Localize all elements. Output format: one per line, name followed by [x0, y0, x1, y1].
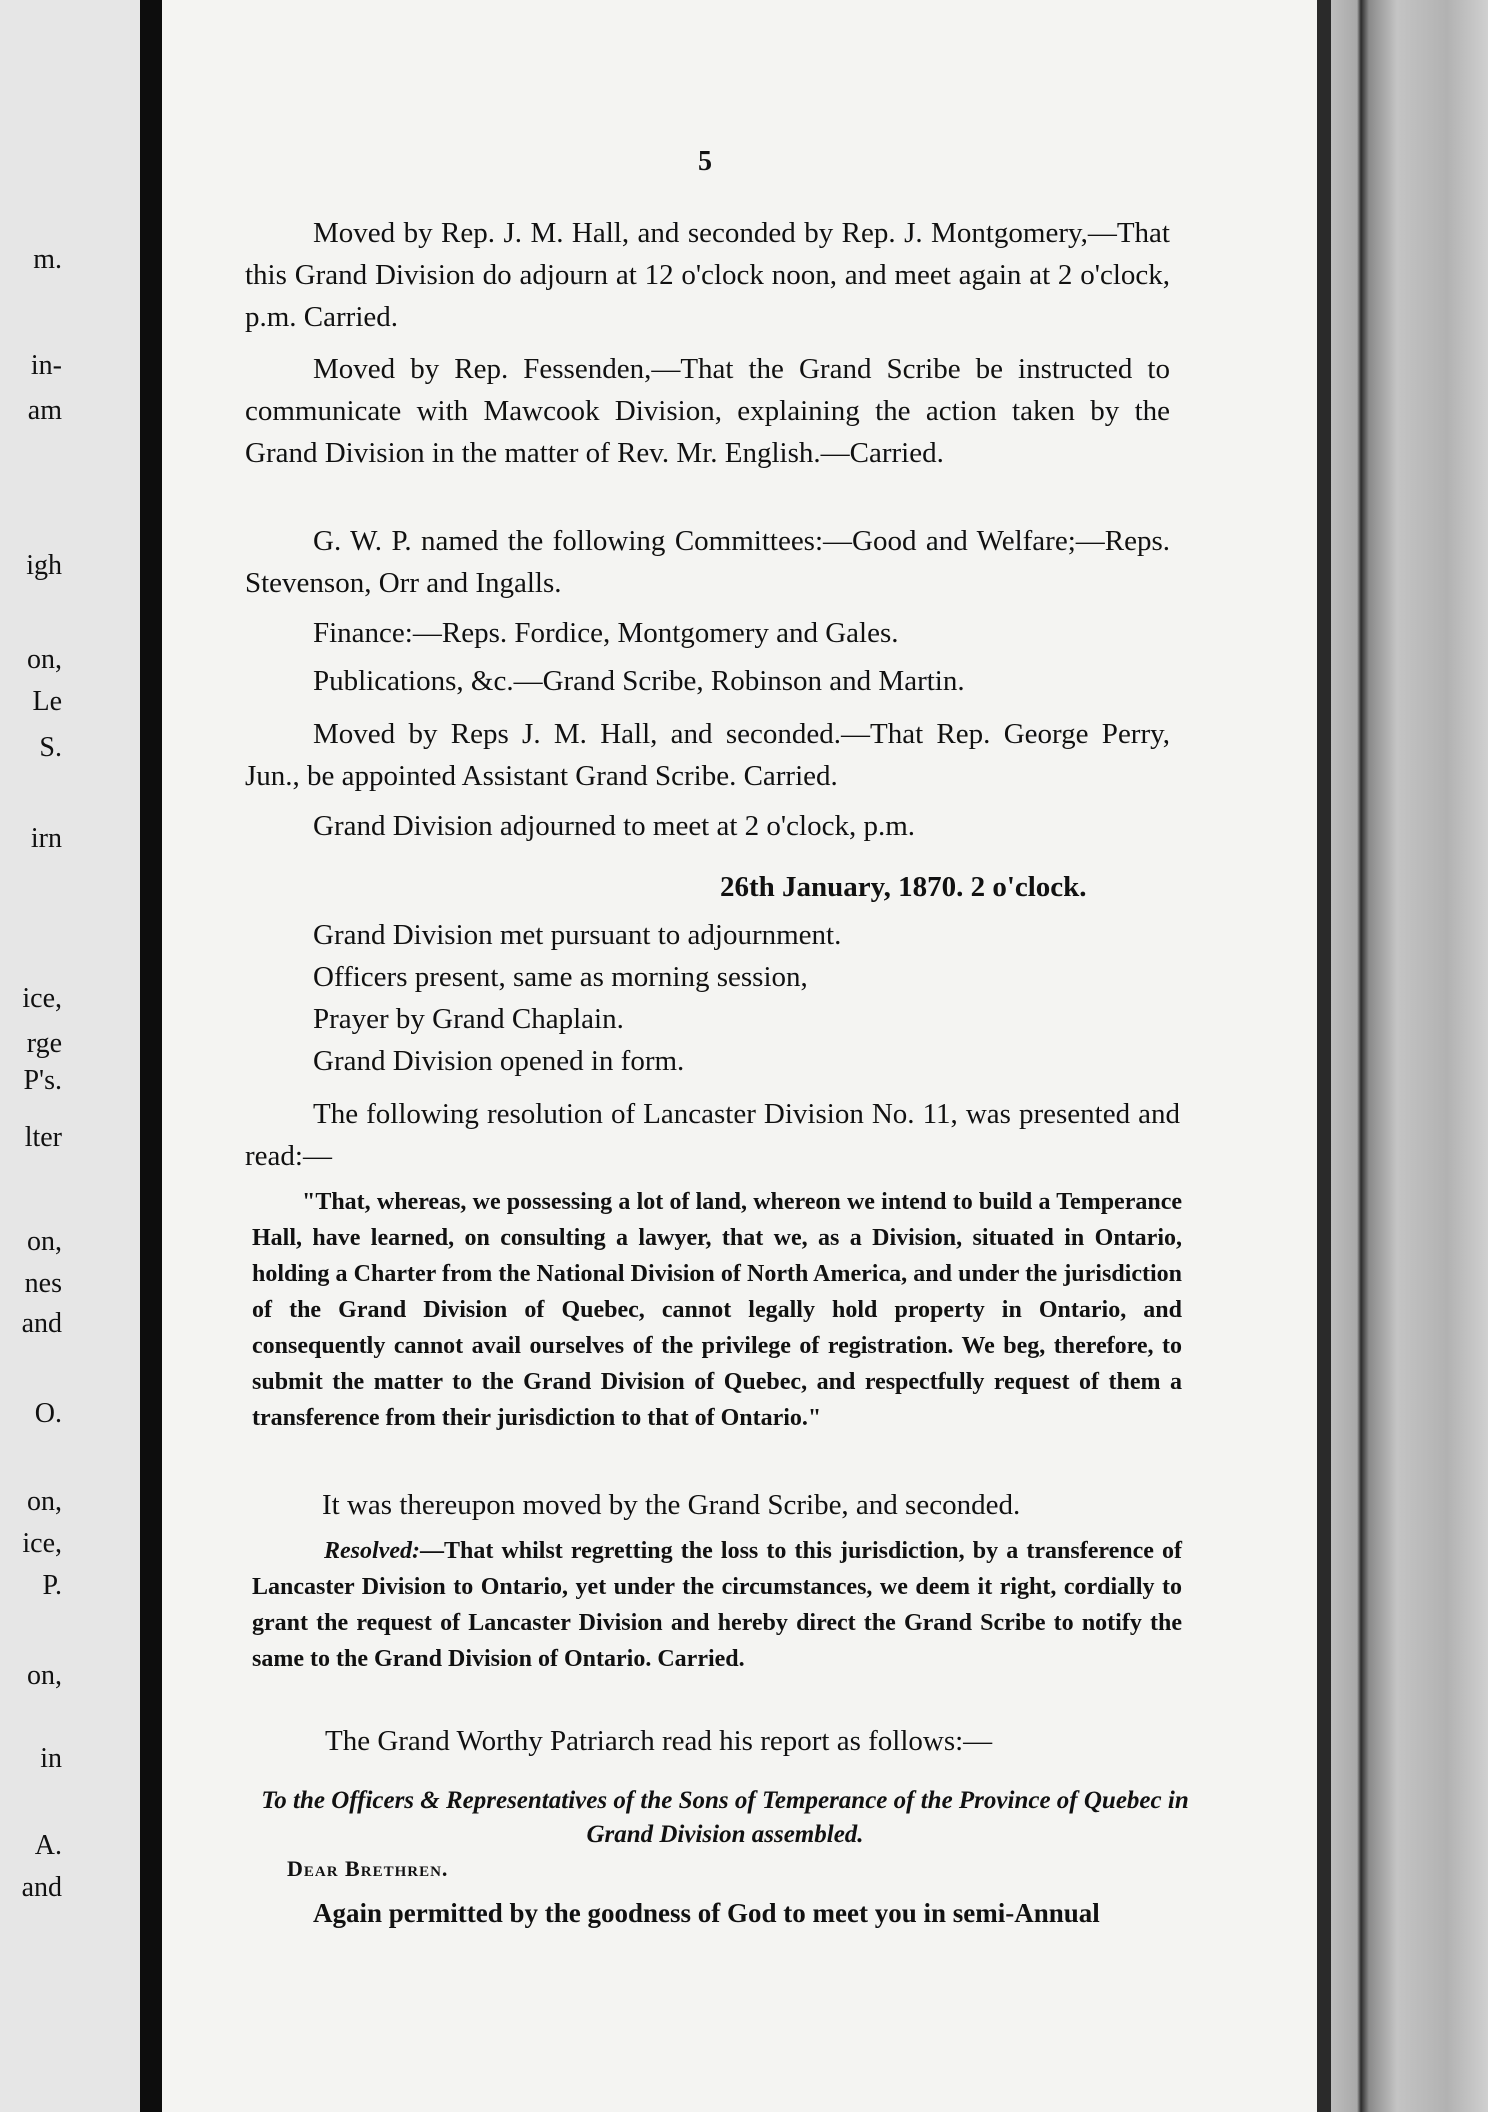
resolved-paragraph: [252, 1533, 1182, 1677]
facing-page-fragment: lter: [24, 1122, 62, 1153]
facing-page-fragment: igh: [26, 550, 62, 581]
facing-page-fragment: on,: [27, 644, 62, 675]
salutation: Dear Brethren.: [287, 1856, 449, 1881]
paragraph-fessenden-motion: Moved by Rep. Fessenden,—That the Grand Scribe be instructed to communicate with Mawcook Division, explaining the action taken by the Grand Division in the matter of Rev. Mr. English.—Carried.: [245, 353, 1170, 469]
paragraph-opened: Grand Division opened in form.: [313, 1045, 685, 1077]
facing-page-fragment: on,: [27, 1660, 62, 1691]
paragraph-gwp-report: The Grand Worthy Patriarch read his report as follows:—: [325, 1725, 993, 1757]
facing-page-fragment: am: [27, 395, 62, 426]
facing-page-fragment: on,: [27, 1226, 62, 1257]
paragraph-adjourn-motion: Moved by Rep. J. M. Hall, and seconded by Rep. J. Montgomery,—That this Grand Division do adjourn at 12 o'clock noon, and meet again at 2 o'clock, p.m. Carried.: [245, 217, 1170, 333]
resolved-text: —That whilst regretting the loss to this jurisdiction, by a transference of Lancaster Division to Ontario, yet under the circumstances, we deem it right, cordially to grant the request of Lancaster Division and hereby direct the Grand Scribe to notify the same to the Grand Division of Ontario. Carried.: [252, 1538, 1182, 1672]
facing-page-fragment: in: [40, 1743, 62, 1774]
paragraph-officers: Officers present, same as morning session,: [313, 961, 808, 993]
facing-page-fragment: m.: [33, 244, 62, 275]
facing-page-fragment: irn: [30, 823, 62, 854]
paragraph-prayer: Prayer by Grand Chaplain.: [313, 1003, 624, 1035]
quoted-resolution: "That, whereas, we possessing a lot of land, whereon we intend to build a Temperance Hall, have learned, on consulting a lawyer, that we, as a Division, situated in Ontario, holding a Charter from the National Division of North America, and under the jurisdiction of the Grand Division of Quebec, cannot legally hold property in Ontario, and consequently cannot avail ourselves of the privilege of registration. We beg, therefore, to submit the matter to the Grand Division of Quebec, and respectfully request of them a transference from their jurisdiction to that of Ontario.": [252, 1189, 1182, 1431]
address-heading: To the Officers & Representatives of the Sons of Temperance of the Province of Quebec in Grand Division assembled.: [261, 1787, 1189, 1848]
facing-page-fragment: ice,: [22, 1528, 62, 1559]
facing-page-fragment: S.: [39, 732, 62, 763]
page-number: 5: [698, 146, 712, 177]
paragraph-adjourned: Grand Division adjourned to meet at 2 o'clock, p.m.: [313, 810, 916, 842]
facing-page-fragment: ice,: [22, 983, 62, 1014]
paragraph-lancaster-resolution: The following resolution of Lancaster Division No. 11, was presented and read:—: [245, 1098, 1180, 1172]
paragraph-again-permitted: Again permitted by the goodness of God to meet you in semi-Annual: [313, 1898, 1100, 1928]
facing-page-fragment: P.: [42, 1570, 62, 1601]
facing-page-fragment: P's.: [23, 1065, 62, 1096]
facing-page-fragment: O.: [34, 1398, 62, 1429]
facing-page-fragment: nes: [24, 1268, 62, 1299]
paragraph-committees: G. W. P. named the following Committees:—Good and Welfare;—Reps. Stevenson, Orr and Ingalls.: [245, 525, 1170, 599]
paragraph-perry-motion: Moved by Reps J. M. Hall, and seconded.—That Rep. George Perry, Jun., be appointed Assistant Grand Scribe. Carried.: [245, 718, 1170, 792]
paragraph-publications: Publications, &c.—Grand Scribe, Robinson and Martin.: [313, 665, 965, 697]
facing-page-fragment: rge: [26, 1028, 62, 1059]
facing-page-fragment: on,: [27, 1486, 62, 1517]
resolved-label: Resolved:: [324, 1538, 420, 1564]
facing-page-fragment: and: [21, 1308, 62, 1339]
facing-page-fragment: in-: [30, 350, 62, 381]
book-binding-edge: [1317, 0, 1488, 2112]
page-gutter: [140, 0, 162, 2112]
facing-page-fragment: Le: [32, 686, 62, 717]
paragraph-finance: Finance:—Reps. Fordice, Montgomery and Gales.: [313, 617, 899, 649]
paragraph-thereupon: It was thereupon moved by the Grand Scribe, and seconded.: [322, 1489, 1021, 1521]
paragraph-met: Grand Division met pursuant to adjournment.: [313, 919, 842, 951]
facing-page-fragment: and: [21, 1872, 62, 1903]
date-line: 26th January, 1870. 2 o'clock.: [720, 871, 1087, 903]
facing-page-fragment: A.: [34, 1830, 62, 1861]
